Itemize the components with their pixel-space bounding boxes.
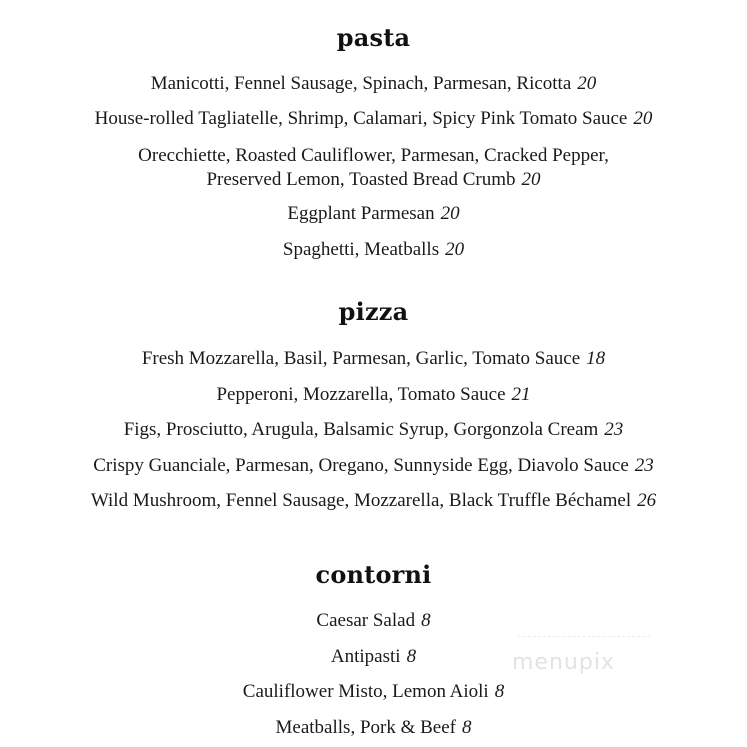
item-description: Cauliflower Misto, Lemon Aioli [242,681,489,702]
item-description: Orecchiette, Roasted Cauliflower, Parmesan, Cracked Pepper, [138,145,609,166]
watermark-logo: menupix [512,650,615,675]
item-price: 20 [633,108,653,129]
menu-item-caesar-salad [0,611,747,630]
item-price: 8 [461,717,472,738]
menu-item-spaghetti [0,240,747,259]
item-price: 8 [494,681,505,702]
menu-item-tagliatelle [0,109,747,128]
menu-item-crispy-guanciale [0,456,747,475]
item-description: Caesar Salad [316,610,416,631]
section-title-pizza: pizza [338,297,409,326]
menu-item-cauliflower-misto [0,682,747,701]
menu-item-eggplant-parmesan [0,204,747,223]
item-description: Crispy Guanciale, Parmesan, Oregano, Sunnyside Egg, Diavolo Sauce [93,455,629,476]
item-price: 20 [440,203,460,224]
menu-item-orecchiette-line-1 [0,146,747,165]
item-price: 23 [604,419,624,440]
menu-item-meatballs [0,718,747,737]
item-price: 18 [586,348,606,369]
item-description: Eggplant Parmesan [287,203,435,224]
item-price: 20 [577,73,597,94]
item-price: 8 [421,610,431,631]
section-title-pasta: pasta [336,23,411,52]
item-description: Fresh Mozzarella, Basil, Parmesan, Garlic, Tomato Sauce [141,348,581,369]
item-price: 20 [521,169,541,190]
item-description: House-rolled Tagliatelle, Shrimp, Calamari, Spicy Pink Tomato Sauce [94,108,628,129]
item-price: 23 [634,455,654,476]
item-description: Manicotti, Fennel Sausage, Spinach, Parmesan, Ricotta [150,73,572,94]
item-description: Wild Mushroom, Fennel Sausage, Mozzarella, Black Truffle Béchamel [90,490,632,511]
menu-item-wild-mushroom [0,491,747,510]
item-description: Figs, Prosciutto, Arugula, Balsamic Syrup, Gorgonzola Cream [123,419,599,440]
item-price: 26 [637,490,657,511]
menu-item-orecchiette-line-2 [0,170,747,189]
section-title-contorni: contorni [315,560,432,589]
menu-item-antipasti [0,647,747,666]
item-description: Meatballs, Pork & Beef [275,717,456,738]
watermark-rule [518,636,650,637]
item-description: Antipasti [330,646,401,667]
item-description: Pepperoni, Mozzarella, Tomato Sauce [216,384,506,405]
menu-item-manicotti [0,74,747,93]
menu-item-figs [0,420,747,439]
menu-item-fresh-mozzarella [0,349,747,368]
item-description: Spaghetti, Meatballs [282,239,440,260]
item-price: 20 [445,239,465,260]
menu-item-pepperoni [0,385,747,404]
item-price: 21 [511,384,531,405]
item-price: 8 [406,646,417,667]
item-description: Preserved Lemon, Toasted Bread Crumb [206,169,516,190]
